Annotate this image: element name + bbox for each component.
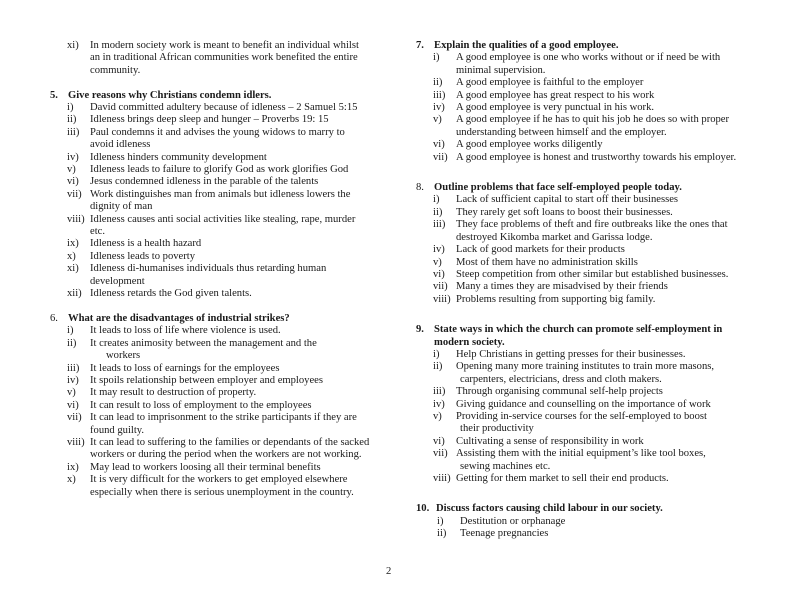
item-numeral: iii): [67, 362, 80, 374]
item-numeral: ii): [433, 206, 443, 218]
list-item: [416, 528, 756, 540]
item-text: It spoils relationship between employer and employees: [90, 374, 324, 386]
question-heading: [50, 90, 370, 102]
item-numeral: xii): [67, 288, 82, 300]
list-item: [416, 139, 756, 151]
item-text-wrap: [456, 448, 756, 473]
question-title: Explain the qualities of a good employee.: [434, 40, 619, 51]
item-text-wrap: [456, 361, 756, 386]
item-numeral: i): [67, 325, 74, 337]
item-text: David committed adultery because of idleness – 2 Samuel 5:15: [90, 102, 358, 114]
list-item: [50, 114, 370, 126]
question-number: 6.: [50, 312, 58, 324]
item-numeral: viii): [67, 436, 85, 448]
list-item: [50, 127, 370, 152]
item-numeral: viii): [433, 473, 451, 484]
list-item: [416, 411, 756, 436]
list-item: [416, 257, 756, 269]
item-text-wrap: [90, 338, 370, 363]
item-text: Paul condemns it and advises the young widows to marry to avoid idleness: [90, 126, 345, 151]
list-item: [416, 90, 756, 102]
list-item: [416, 52, 756, 77]
item-text: A good employee is very punctual in his work.: [456, 102, 655, 114]
item-text: It can lead to imprisonment to the strike participants if they are found guilty.: [90, 412, 357, 436]
item-text: A good employee has great respect to his work: [456, 89, 655, 101]
item-text: Lack of good markets for their products: [456, 244, 625, 256]
list-item: [416, 77, 756, 89]
question-title: Outline problems that face self-employed people today.: [434, 182, 682, 194]
item-text: It can lead to suffering to the families or dependants of the sacked workers or during the period when the workers are not working.: [90, 436, 370, 461]
item-text: Idleness causes anti social activities like stealing, rape, murder etc.: [90, 213, 356, 238]
item-text: A good employee is one who works without or if need be with minimal supervision.: [456, 52, 721, 76]
list-item: [416, 386, 756, 398]
item-numeral: viii): [433, 293, 451, 305]
question-number: 7.: [416, 40, 424, 51]
item-numeral: ix): [67, 461, 79, 473]
list-item: [50, 176, 370, 188]
question-7: [416, 40, 756, 164]
item-text: Work distinguishes man from animals but idleness lowers the dignity of man: [90, 188, 351, 213]
list-item: [50, 238, 370, 250]
list-item: [50, 263, 370, 288]
item-numeral: iv): [433, 244, 445, 256]
list-item: [416, 473, 756, 485]
item-numeral: ix): [67, 238, 79, 250]
question-8: [416, 182, 756, 306]
item-numeral: v): [67, 387, 76, 399]
item-text: Steep competition from other similar but established businesses.: [456, 268, 729, 280]
item-text: Idleness hinders community development: [90, 151, 267, 163]
list-item: [50, 375, 370, 387]
item-text: It creates animosity between the management and the: [90, 337, 317, 349]
list-item: [416, 269, 756, 281]
list-item: [50, 152, 370, 164]
list-item: [50, 288, 370, 300]
carryover-list: [50, 40, 370, 77]
item-numeral: vi): [67, 176, 79, 188]
item-numeral: iv): [433, 398, 445, 410]
item-text: Idleness leads to failure to glorify God as work glorifies God: [90, 164, 349, 176]
item-numeral: iv): [67, 374, 79, 386]
question-title: Give reasons why Christians condemn idlers.: [68, 89, 272, 101]
list-item: [50, 164, 370, 176]
item-numeral: i): [433, 348, 440, 360]
item-text: Help Christians in getting presses for their businesses.: [456, 348, 686, 360]
list-item: [50, 325, 370, 337]
item-text: Idleness di-humanises individuals thus retarding human development: [90, 263, 327, 287]
list-item: [416, 349, 756, 361]
right-column: [416, 40, 756, 553]
list-item: [416, 294, 756, 306]
item-numeral: iv): [433, 102, 445, 114]
item-numeral: x): [67, 474, 76, 486]
item-text: A good employee is faithful to the employer: [456, 77, 644, 89]
item-text: Destitution or orphanage: [460, 515, 566, 527]
item-text-continuation: carpenters, electricians, dress and cloth makers.: [460, 373, 662, 385]
list-item: [416, 219, 756, 244]
list-item: [50, 189, 370, 214]
list-item: [416, 194, 756, 206]
item-numeral: iii): [433, 89, 446, 101]
item-numeral: ii): [67, 114, 77, 126]
list-item: [50, 474, 370, 499]
list-item: [416, 114, 756, 139]
item-text: Idleness brings deep sleep and hunger – Proverbs 19: 15: [90, 114, 329, 126]
item-text: Most of them have no administration skills: [456, 256, 638, 268]
item-text-wrap: [456, 411, 756, 436]
item-text: Lack of sufficient capital to start off their businesses: [456, 194, 679, 206]
question-heading: [416, 40, 756, 52]
item-text: Providing in-service courses for the self-employed to boost: [456, 410, 707, 422]
item-numeral: ii): [67, 337, 77, 349]
list-item: [50, 214, 370, 239]
item-text: Cultivating a sense of responsibility in work: [456, 435, 644, 447]
item-numeral: ii): [433, 77, 443, 89]
question-title: State ways in which the church can promote self-employment in modern society.: [434, 324, 723, 348]
question-heading: [50, 313, 370, 325]
list-item: [50, 251, 370, 263]
item-text-continuation: workers: [106, 350, 141, 362]
item-text-continuation: sewing machines etc.: [460, 460, 551, 472]
item-text: Idleness is a health hazard: [90, 238, 202, 250]
question-number: 9.: [416, 324, 424, 336]
list-item: [416, 436, 756, 448]
item-text: Many a times they are misadvised by their friends: [456, 281, 668, 293]
item-text: Getting for them market to sell their end products.: [456, 473, 669, 484]
list-item: [50, 102, 370, 114]
question-number: 5.: [50, 89, 58, 101]
item-text: It can result to loss of employment to the employees: [90, 399, 312, 411]
question-10: [416, 503, 756, 540]
item-text-continuation: their productivity: [460, 423, 534, 435]
item-numeral: vi): [433, 435, 445, 447]
item-numeral: iii): [433, 219, 446, 231]
list-item: [50, 363, 370, 375]
item-numeral: vii): [433, 281, 448, 293]
item-text: It leads to loss of earnings for the employees: [90, 362, 280, 374]
item-numeral: ii): [433, 361, 443, 373]
question-number: 10.: [416, 503, 430, 515]
list-item: [50, 338, 370, 363]
item-text: They face problems of theft and fire outbreaks like the ones that destroyed Kikomba market and Garissa lodge.: [456, 219, 728, 243]
item-numeral: viii): [67, 213, 85, 225]
item-text: They rarely get soft loans to boost their businesses.: [456, 206, 673, 218]
question-number: 8.: [416, 182, 424, 194]
list-item: [50, 40, 370, 77]
item-text: Idleness leads to poverty: [90, 250, 196, 262]
list-item: [50, 412, 370, 437]
item-text: A good employee if he has to quit his job he does so with proper understanding between himself and the employer.: [456, 114, 730, 138]
question-title: What are the disadvantages of industrial strikes?: [68, 312, 290, 324]
list-item: [416, 399, 756, 411]
list-item: [416, 516, 756, 528]
list-item: [50, 462, 370, 474]
question-6: [50, 313, 370, 499]
item-text: It is very difficult for the workers to get employed elsewhere especially when there is serious unemployment in the country.: [90, 474, 354, 498]
item-text: Jesus condemned idleness in the parable of the talents: [90, 176, 319, 188]
item-numeral: iii): [433, 386, 446, 398]
list-item: [416, 102, 756, 114]
item-text: Idleness retards the God given talents.: [90, 288, 252, 300]
list-item: [416, 244, 756, 256]
item-numeral: i): [67, 102, 74, 114]
item-numeral: v): [433, 256, 442, 268]
item-text: It may result to destruction of property.: [90, 387, 257, 399]
list-item: [416, 207, 756, 219]
list-item: [416, 152, 756, 164]
item-numeral: vii): [67, 188, 82, 200]
item-numeral: vii): [433, 448, 448, 460]
list-item: [50, 437, 370, 462]
item-text: In modern society work is meant to benefit an individual whilst an in traditional African communities work benefited the entire community.: [90, 40, 359, 76]
item-numeral: v): [433, 410, 442, 422]
item-numeral: ii): [437, 528, 447, 540]
item-text: A good employee is honest and trustworthy towards his employer.: [456, 151, 737, 163]
question-title: Discuss factors causing child labour in our society.: [436, 503, 663, 515]
left-column: [50, 40, 370, 511]
item-text: Giving guidance and counselling on the importance of work: [456, 398, 711, 410]
item-text: Through organising communal self-help projects: [456, 386, 663, 398]
item-numeral: v): [433, 114, 442, 126]
list-item: [50, 387, 370, 399]
question-9: [416, 324, 756, 485]
item-numeral: x): [67, 250, 76, 262]
item-numeral: iii): [67, 126, 80, 138]
item-numeral: xi): [67, 263, 79, 275]
list-item: [416, 281, 756, 293]
item-numeral: iv): [67, 151, 79, 163]
item-numeral: v): [67, 164, 76, 176]
item-numeral: i): [433, 194, 440, 206]
list-item: [416, 448, 756, 473]
question-heading: [416, 324, 756, 349]
question-heading: [416, 503, 756, 515]
item-numeral: vi): [433, 139, 445, 151]
item-text: Assisting them with the initial equipment’s like tool boxes,: [456, 448, 706, 460]
item-text: May lead to workers loosing all their terminal benefits: [90, 461, 321, 473]
item-numeral: vii): [433, 151, 448, 163]
item-numeral: i): [437, 515, 444, 527]
list-item: [50, 400, 370, 412]
item-numeral: vii): [67, 412, 82, 424]
item-numeral: vi): [433, 268, 445, 280]
item-text: A good employee works diligently: [456, 139, 603, 151]
item-numeral: i): [433, 52, 440, 64]
item-numeral: xi): [67, 40, 79, 51]
item-text: Opening many more training institutes to train more masons,: [456, 361, 715, 373]
item-text: It leads to loss of life where violence is used.: [90, 325, 281, 337]
question-heading: [416, 182, 756, 194]
item-text: Problems resulting from supporting big family.: [456, 293, 656, 305]
page-number: 2: [386, 566, 392, 577]
question-5: [50, 90, 370, 301]
item-text: Teenage pregnancies: [460, 528, 549, 540]
item-numeral: vi): [67, 399, 79, 411]
list-item: [416, 361, 756, 386]
